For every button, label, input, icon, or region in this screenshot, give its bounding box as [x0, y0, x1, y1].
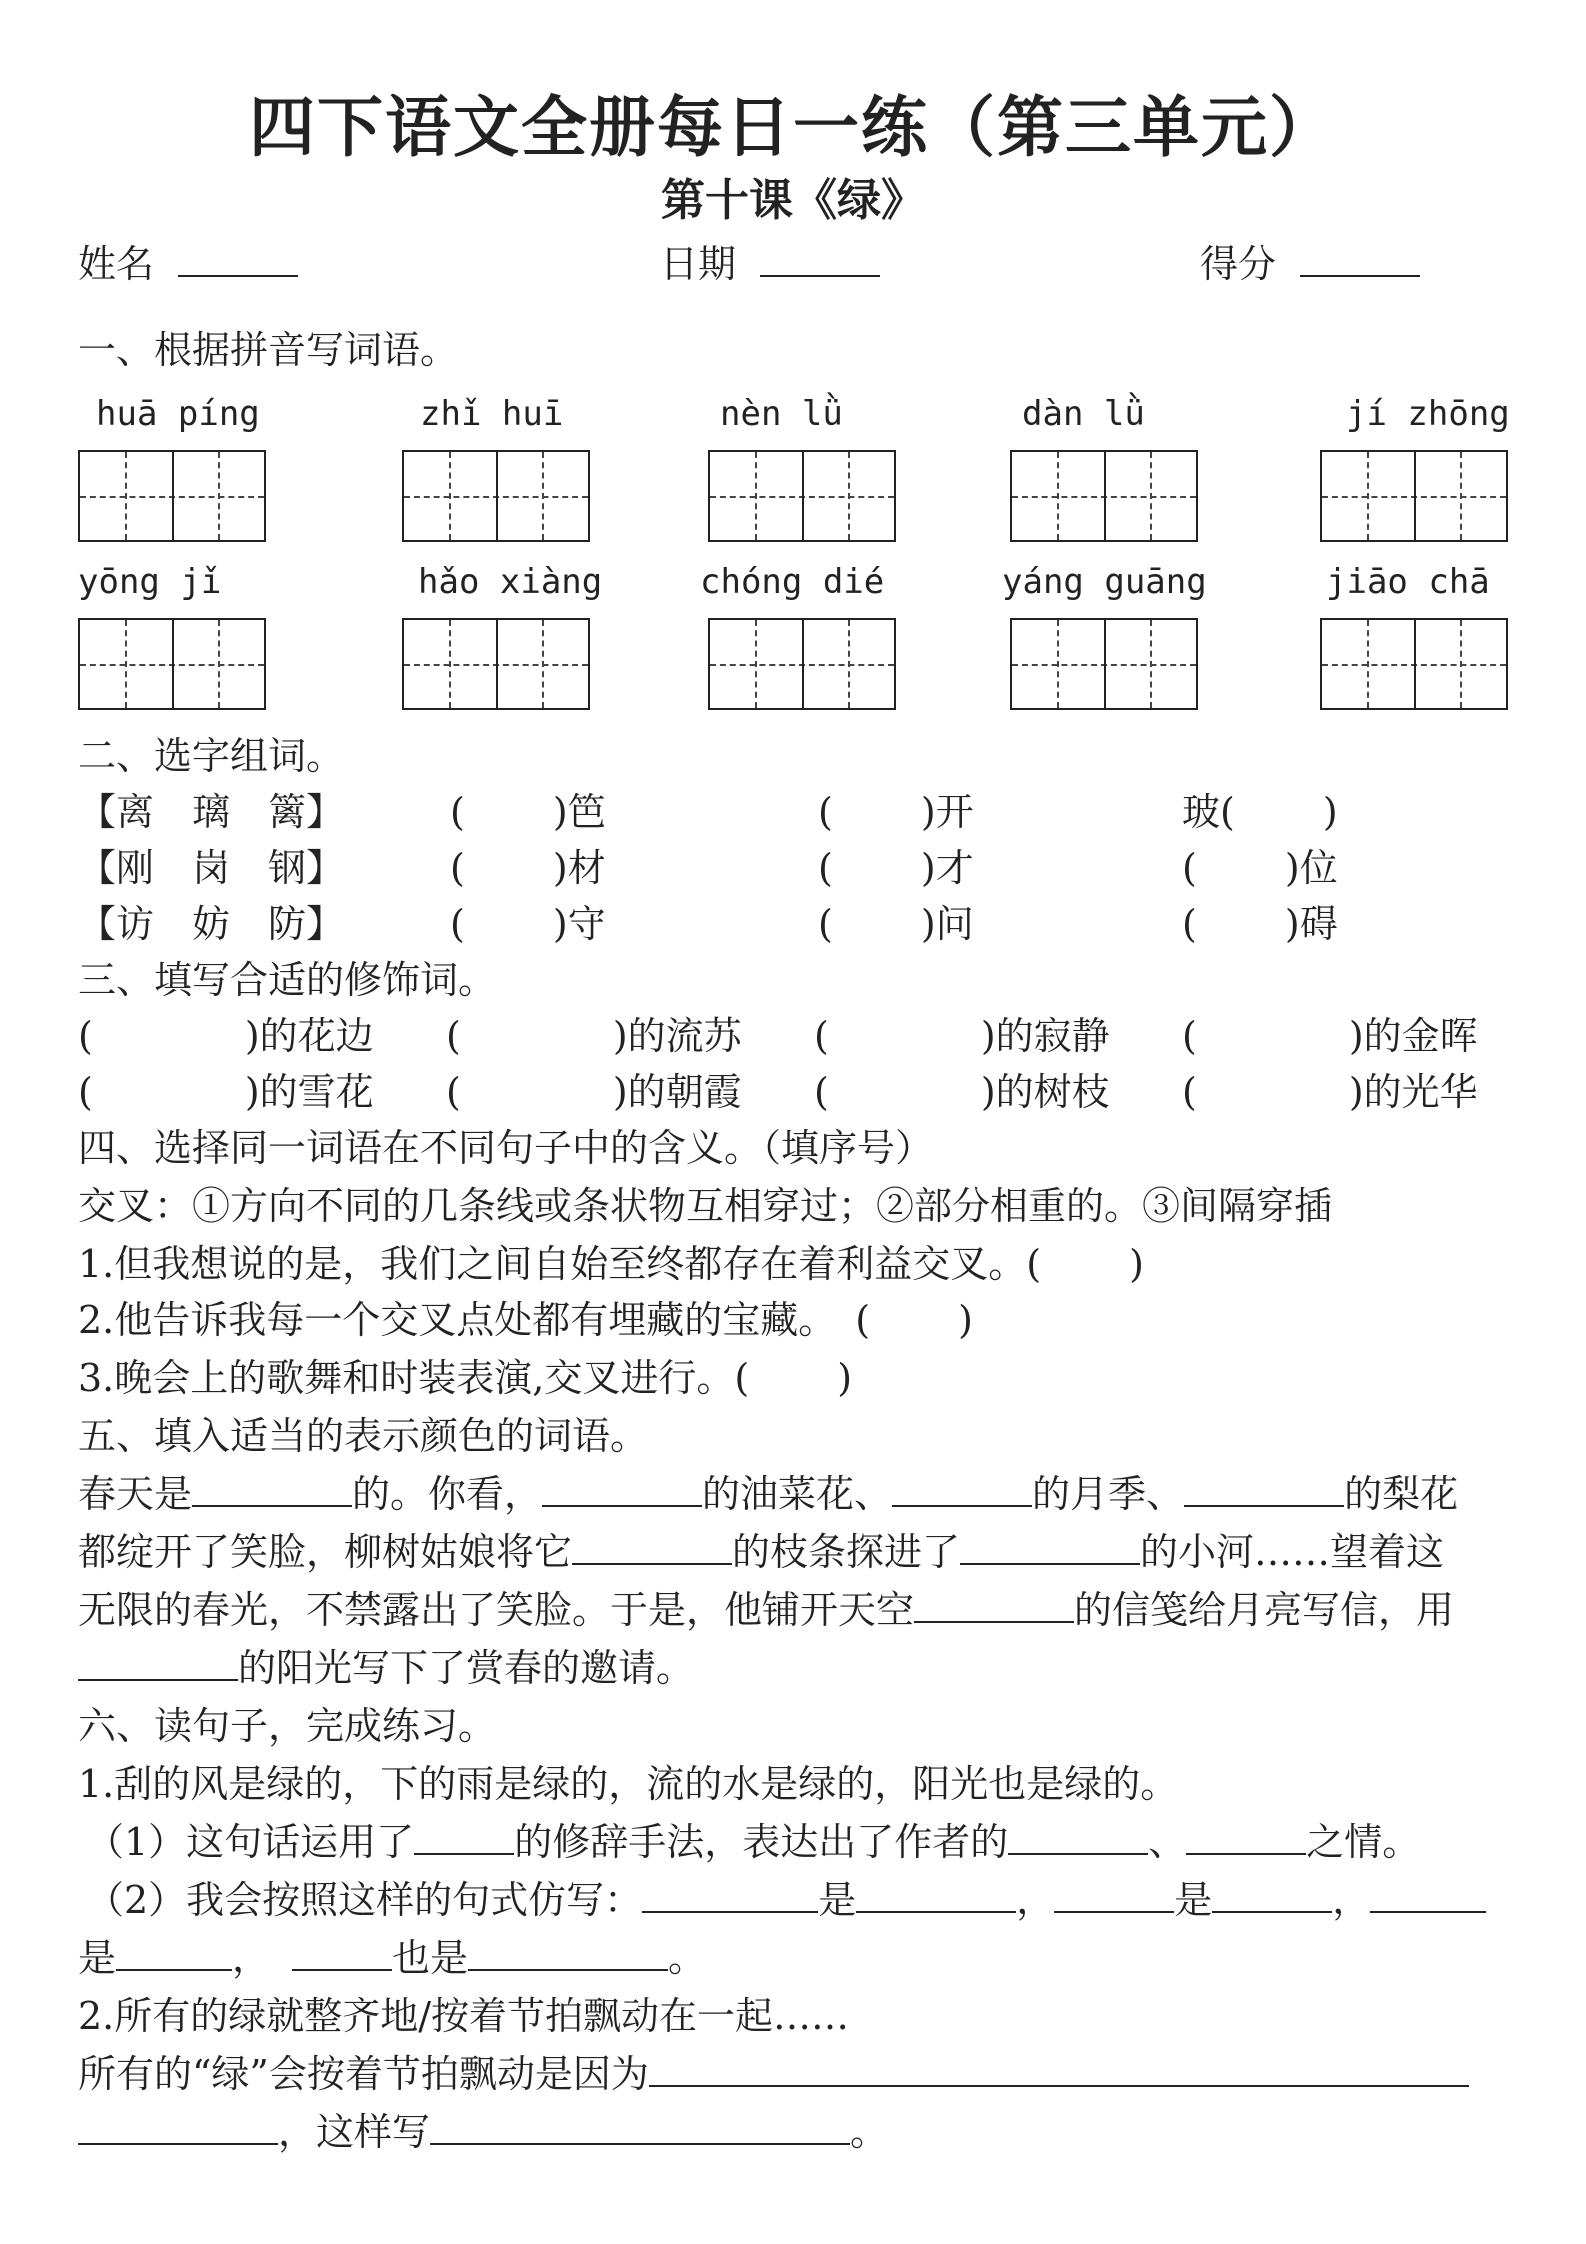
pinyin: huā píng [96, 394, 260, 434]
paragraph-line [78, 1472, 1458, 1516]
text: 是 [1174, 1878, 1213, 1922]
fill-item[interactable]: ( )的朝霞 [446, 1070, 742, 1114]
paragraph-line [78, 1646, 694, 1690]
lesson-title: 第十课《绿》 [661, 175, 925, 226]
writing-grid[interactable] [1320, 618, 1508, 710]
answer-blank[interactable] [1212, 1881, 1332, 1913]
answer-blank[interactable] [1054, 1881, 1174, 1913]
fill-item[interactable]: ( )的流苏 [446, 1014, 742, 1058]
writing-grid[interactable] [708, 450, 896, 542]
definition: 交叉：①方向不同的几条线或条状物互相穿过；②部分相重的。③间隔穿插 [78, 1184, 1333, 1228]
fill-item[interactable]: ( )位 [1182, 846, 1338, 890]
word-choice-row [78, 790, 344, 834]
question[interactable]: 3.晚会上的歌舞和时装表演,交叉进行。( ) [78, 1356, 853, 1400]
text: ， [1016, 1878, 1055, 1922]
text: 的枝条探进了 [732, 1530, 961, 1574]
pinyin: yōng jǐ [78, 562, 222, 602]
text: 的阳光写下了赏春的邀请。 [238, 1646, 695, 1690]
text: 的小河……望着这 [1140, 1530, 1445, 1574]
text: 也是 [392, 1936, 469, 1980]
answer-blank[interactable] [468, 1939, 668, 1971]
section3-heading: 三、填写合适的修饰词。 [78, 958, 497, 1002]
pinyin: yáng guāng [1002, 562, 1207, 602]
answer-blank[interactable] [78, 1649, 238, 1681]
question[interactable]: 2.他告诉我每一个交叉点处都有埋藏的宝藏。 ( ) [78, 1298, 973, 1342]
question: 2.所有的绿就整齐地/按着节拍飘动在一起…… [78, 1994, 850, 2038]
writing-grid[interactable] [78, 450, 266, 542]
date-blank[interactable] [760, 245, 880, 277]
section1-heading: 一、根据拼音写词语。 [78, 328, 459, 372]
text: 的信笺给月亮写信，用 [1074, 1588, 1455, 1632]
text: 的修辞手法，表达出了作者的 [514, 1820, 1009, 1864]
name-label: 姓名 [78, 242, 155, 286]
score-label: 得分 [1200, 242, 1277, 286]
writing-grid[interactable] [402, 618, 590, 710]
pinyin: jiāo chā [1326, 562, 1490, 602]
text: 的。你看， [352, 1472, 543, 1516]
writing-grid[interactable] [1010, 450, 1198, 542]
section4-heading: 四、选择同一词语在不同句子中的含义。（填序号） [78, 1126, 934, 1170]
fill-item[interactable]: ( )开 [818, 790, 974, 834]
text: 的油菜花、 [702, 1472, 893, 1516]
answer-blank[interactable] [542, 1475, 702, 1507]
date-field[interactable] [660, 242, 880, 286]
answer-blank[interactable] [430, 2113, 850, 2145]
text: 春天是 [78, 1472, 193, 1516]
answer-blank[interactable] [1370, 1881, 1486, 1913]
question: 1.刮的风是绿的，下的雨是绿的，流的水是绿的，阳光也是绿的。 [78, 1762, 1179, 1806]
text: 的月季、 [1032, 1472, 1185, 1516]
paragraph-line [78, 1530, 1444, 1574]
answer-blank[interactable] [78, 2113, 278, 2145]
answer-blank[interactable] [292, 1939, 392, 1971]
fill-item[interactable]: ( )的金晖 [1182, 1014, 1478, 1058]
text: ， [232, 1936, 271, 1980]
sub-question [86, 1820, 1420, 1864]
writing-grid[interactable] [402, 450, 590, 542]
score-blank[interactable] [1300, 245, 1420, 277]
answer-blank[interactable] [914, 1591, 1074, 1623]
sub-question [78, 1936, 706, 1980]
answer-blank[interactable] [192, 1475, 352, 1507]
writing-grid[interactable] [1010, 618, 1198, 710]
writing-grid[interactable] [708, 618, 896, 710]
answer-blank[interactable] [1184, 1475, 1344, 1507]
text: （1）这句话运用了 [86, 1820, 415, 1864]
fill-item[interactable]: ( )守 [450, 902, 606, 946]
sub-question [78, 2110, 888, 2154]
answer-blank[interactable] [116, 1939, 232, 1971]
fill-item[interactable]: ( )的树枝 [814, 1070, 1110, 1114]
word-choice-row [78, 902, 344, 946]
pinyin: hǎo xiàng [418, 562, 603, 602]
text: 都绽开了笑脸，柳树姑娘将它 [78, 1530, 573, 1574]
fill-item[interactable]: ( )材 [450, 846, 606, 890]
answer-blank[interactable] [892, 1475, 1032, 1507]
sub-question [78, 2052, 1469, 2096]
score-field[interactable] [1200, 242, 1420, 286]
char-group: 【离 璃 篱】 [78, 790, 345, 834]
text: （2）我会按照这样的句式仿写： [86, 1878, 643, 1922]
text: 无限的春光，不禁露出了笑脸。于是，他铺开天空 [78, 1588, 915, 1632]
fill-item[interactable]: ( )的雪花 [78, 1070, 374, 1114]
fill-item[interactable]: ( )碍 [1182, 902, 1338, 946]
section2-heading: 二、选字组词。 [78, 734, 345, 778]
word-choice-row [78, 846, 344, 890]
fill-item[interactable]: ( )的花边 [78, 1014, 374, 1058]
pinyin: zhǐ huī [420, 394, 564, 434]
text: 。 [850, 2110, 889, 2154]
answer-blank[interactable] [642, 1881, 818, 1913]
text: 之情。 [1306, 1820, 1421, 1864]
text: ，这样写 [278, 2110, 431, 2154]
question[interactable]: 1.但我想说的是，我们之间自始至终都存在着利益交叉。( ) [78, 1242, 1144, 1286]
fill-item[interactable]: 玻( ) [1182, 790, 1338, 834]
answer-blank[interactable] [1186, 1823, 1306, 1855]
writing-grid[interactable] [1320, 450, 1508, 542]
page-title: 四下语文全册每日一练（第三单元） [249, 88, 1337, 166]
fill-item[interactable]: ( )问 [818, 902, 974, 946]
section5-heading: 五、填入适当的表示颜色的词语。 [78, 1414, 649, 1458]
pinyin: nèn lǜ [720, 394, 843, 434]
writing-grid[interactable] [78, 618, 266, 710]
char-group: 【刚 岗 钢】 [78, 846, 345, 890]
pinyin: chóng dié [700, 562, 885, 602]
text: 是 [818, 1878, 857, 1922]
answer-blank[interactable] [572, 1533, 732, 1565]
answer-blank[interactable] [856, 1881, 1016, 1913]
char-group: 【访 妨 防】 [78, 902, 345, 946]
pinyin: jí zhōng [1346, 394, 1510, 434]
answer-blank[interactable] [1008, 1823, 1148, 1855]
text: 。 [668, 1936, 707, 1980]
answer-blank[interactable] [414, 1823, 514, 1855]
fill-item[interactable]: ( )才 [818, 846, 974, 890]
text: 是 [78, 1936, 117, 1980]
text: 的梨花 [1344, 1472, 1459, 1516]
name-field[interactable] [78, 242, 298, 286]
date-label: 日期 [660, 242, 737, 286]
fill-item[interactable]: ( )笆 [450, 790, 606, 834]
section6-heading: 六、读句子，完成练习。 [78, 1704, 497, 1748]
pinyin: dàn lǜ [1022, 394, 1145, 434]
fill-item[interactable]: ( )的光华 [1182, 1070, 1478, 1114]
name-blank[interactable] [178, 245, 298, 277]
answer-blank[interactable] [649, 2055, 1469, 2087]
answer-blank[interactable] [960, 1533, 1140, 1565]
text: 所有的“绿”会按着节拍飘动是因为 [78, 2052, 649, 2096]
paragraph-line [78, 1588, 1454, 1632]
text: ， [1332, 1878, 1371, 1922]
text: 、 [1148, 1820, 1187, 1864]
fill-item[interactable]: ( )的寂静 [814, 1014, 1110, 1058]
sub-question [86, 1878, 1486, 1922]
